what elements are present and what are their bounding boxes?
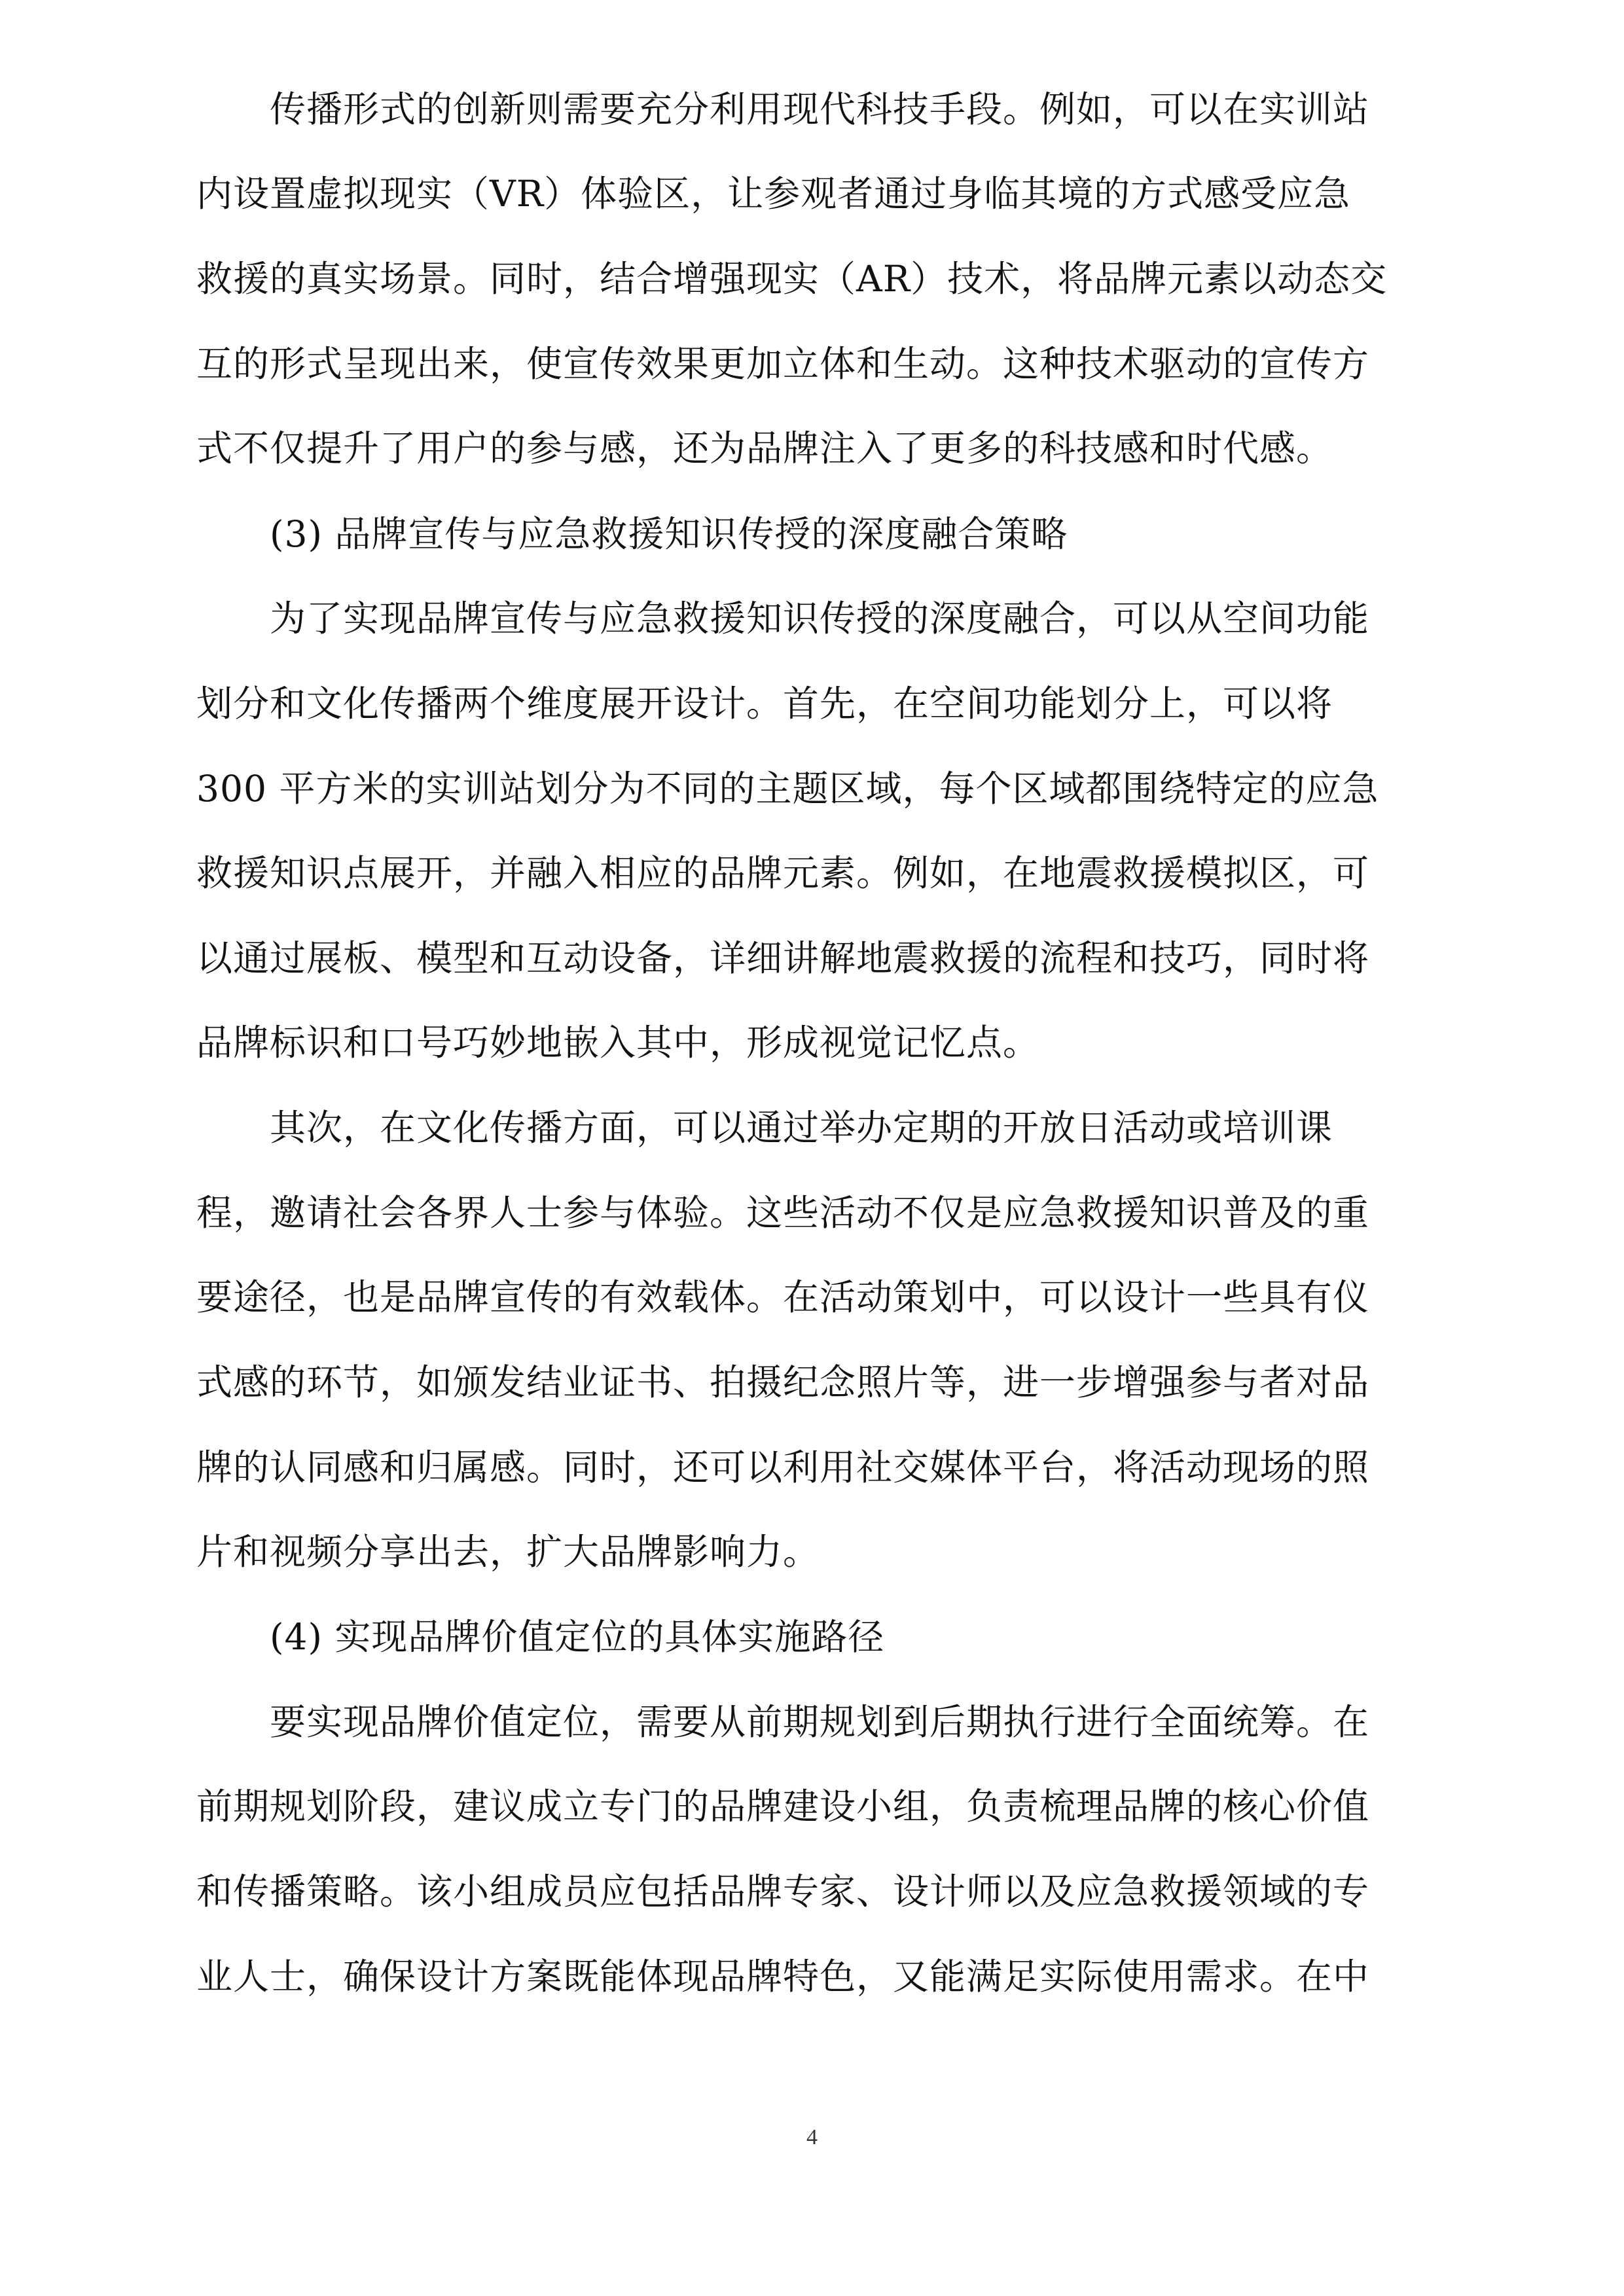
paragraph-line: 片和视频分享出去，扩大品牌影响力。 — [196, 1531, 820, 1573]
paragraph-line: 程，邀请社会各界人士参与体验。这些活动不仅是应急救援知识普及的重 — [196, 1192, 1370, 1234]
page-number: 4 — [806, 2125, 818, 2149]
paragraph-line: 要实现品牌价值定位，需要从前期规划到后期执行进行全面统筹。在 — [270, 1701, 1370, 1743]
paragraph-line: 划分和文化传播两个维度展开设计。首先，在空间功能划分上，可以将 — [196, 683, 1333, 725]
paragraph-line: 牌的认同感和归属感。同时，还可以利用社交媒体平台，将活动现场的照 — [196, 1446, 1370, 1488]
paragraph-line: 以通过展板、模型和互动设备，详细讲解地震救援的流程和技巧，同时将 — [196, 937, 1370, 979]
paragraph-line: 互的形式呈现出来，使宣传效果更加立体和生动。这种技术驱动的宣传方 — [196, 343, 1370, 385]
paragraph-line: 要途径，也是品牌宣传的有效载体。在活动策划中，可以设计一些具有仪 — [196, 1276, 1370, 1318]
section-heading-4: (4) 实现品牌价值定位的具体实施路径 — [270, 1616, 885, 1658]
paragraph-line: 300 平方米的实训站划分为不同的主题区域，每个区域都围绕特定的应急 — [196, 768, 1379, 810]
paragraph-line: 和传播策略。该小组成员应包括品牌专家、设计师以及应急救援领域的专 — [196, 1871, 1370, 1912]
section-heading-3: (3) 品牌宣传与应急救援知识传授的深度融合策略 — [270, 513, 1068, 555]
paragraph-line: 其次，在文化传播方面，可以通过举办定期的开放日活动或培训课 — [270, 1107, 1333, 1149]
paragraph-line: 前期规划阶段，建议成立专门的品牌建设小组，负责梳理品牌的核心价值 — [196, 1785, 1370, 1827]
paragraph-line: 为了实现品牌宣传与应急救援知识传授的深度融合，可以从空间功能 — [270, 598, 1370, 639]
paragraph-line: 品牌标识和口号巧妙地嵌入其中，形成视觉记忆点。 — [196, 1022, 1040, 1064]
paragraph-line: 救援的真实场景。同时，结合增强现实（AR）技术，将品牌元素以动态交 — [196, 258, 1388, 300]
paragraph-line: 式不仅提升了用户的参与感，还为品牌注入了更多的科技感和时代感。 — [196, 427, 1333, 469]
paragraph-line: 救援知识点展开，并融入相应的品牌元素。例如，在地震救援模拟区，可 — [196, 852, 1370, 894]
paragraph-line: 式感的环节，如颁发结业证书、拍摄纪念照片等，进一步增强参与者对品 — [196, 1361, 1370, 1403]
paragraph-line: 传播形式的创新则需要充分利用现代科技手段。例如，可以在实训站 — [270, 88, 1370, 130]
paragraph-line: 业人士，确保设计方案既能体现品牌特色，又能满足实际使用需求。在中 — [196, 1956, 1370, 1998]
paragraph-line: 内设置虚拟现实（VR）体验区，让参观者通过身临其境的方式感受应急 — [196, 173, 1351, 215]
